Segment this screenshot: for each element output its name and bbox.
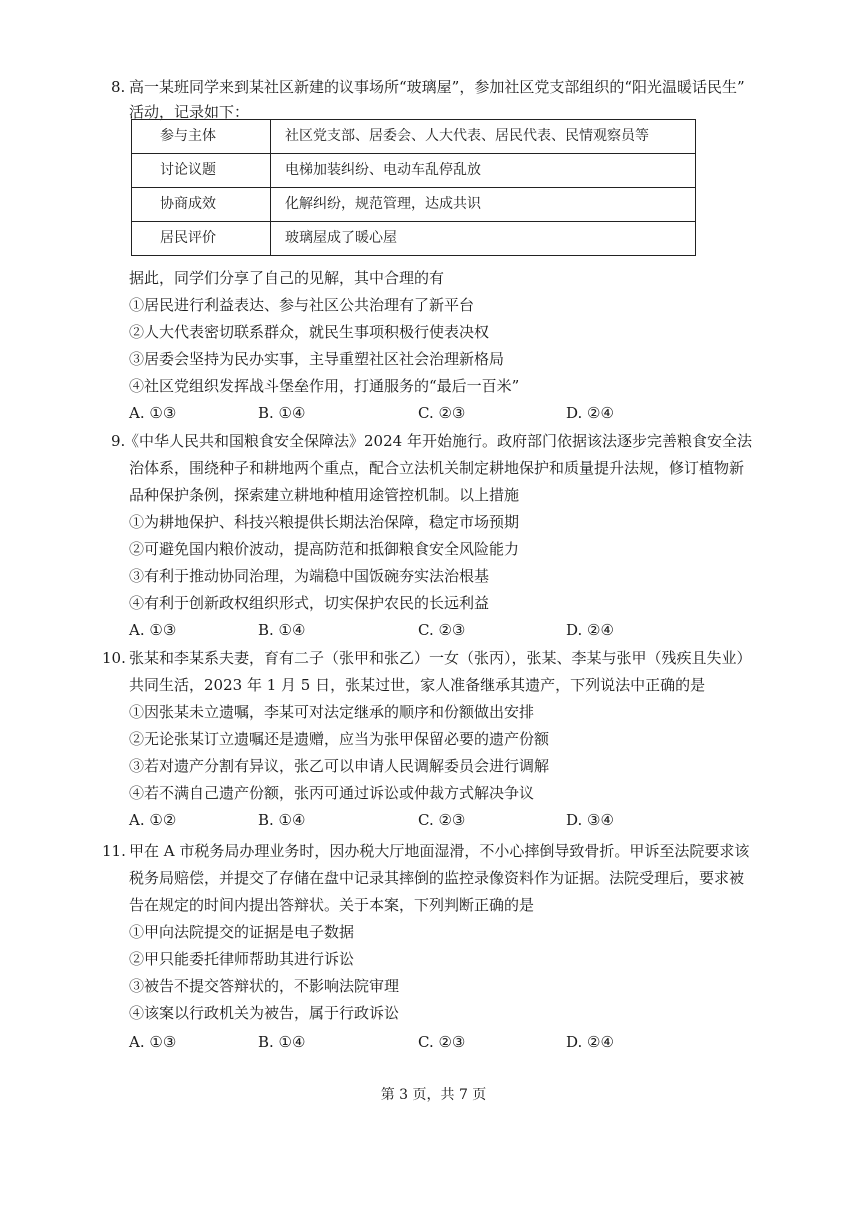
q9-item-4: ④有利于创新政权组织形式，切实保护农民的长远利益 <box>129 594 490 612</box>
q8-number: 8. <box>111 78 126 96</box>
q11-option-a[interactable]: A. ①③ <box>129 1033 177 1051</box>
q10-option-a[interactable]: A. ①② <box>129 811 177 829</box>
q8-item-2: ②人大代表密切联系群众，就民生事项积极行使表决权 <box>129 323 490 341</box>
q8-record-table <box>131 119 696 256</box>
q11-item-1: ①甲向法院提交的证据是电子数据 <box>129 923 355 941</box>
table-row <box>132 120 696 154</box>
q10-item-4: ④若不满自己遗产份额，张丙可通过诉讼或仲裁方式解决争议 <box>129 784 535 802</box>
q8-item-1: ①居民进行利益表达、参与社区公共治理有了新平台 <box>129 296 475 314</box>
q11-option-d[interactable]: D. ②④ <box>566 1033 614 1051</box>
q10-stem-line1: 张某和李某系夫妻，育有二子（张甲和张乙）一女（张丙），张某、李某与张甲（残疾且失业） <box>129 649 752 667</box>
q10-number: 10. <box>102 649 126 667</box>
q10-item-1: ①因张某未立遗嘱，李某可对法定继承的顺序和份额做出安排 <box>129 703 535 721</box>
q9-option-a[interactable]: A. ①③ <box>129 621 177 639</box>
q10-option-b[interactable]: B. ①④ <box>258 811 306 829</box>
q9-item-2: ②可避免国内粮价波动，提高防范和抵御粮食安全风险能力 <box>129 540 520 558</box>
q11-option-c[interactable]: C. ②③ <box>418 1033 466 1051</box>
q10-item-3: ③若对遗产分割有异议，张乙可以申请人民调解委员会进行调解 <box>129 757 550 775</box>
table-row <box>132 154 696 188</box>
q8-option-d[interactable]: D. ②④ <box>566 404 614 422</box>
q8-stem-line2: 活动，记录如下： <box>129 103 250 121</box>
table-key: 参与主体 <box>132 120 271 154</box>
q9-option-b[interactable]: B. ①④ <box>258 621 306 639</box>
q11-stem-line2: 税务局赔偿，并提交了存储在盘中记录其摔倒的监控录像资料作为证据。法院受理后，要求被 <box>129 869 745 887</box>
table-key: 协商成效 <box>132 188 271 222</box>
q10-options <box>0 807 867 834</box>
q9-option-c[interactable]: C. ②③ <box>418 621 466 639</box>
q11-item-2: ②甲只能委托律师帮助其进行诉讼 <box>129 950 355 968</box>
q9-number: 9. <box>111 432 126 450</box>
q11-options <box>0 1029 867 1056</box>
q9-stem-line1: 《中华人民共和国粮食安全保障法》2024 年开始施行。政府部门依据该法逐步完善粮食安全法 <box>124 432 752 450</box>
q9-stem-line2: 治体系，围绕种子和耕地两个重点，配合立法机关制定耕地保护和质量提升法规，修订植物新 <box>129 459 745 477</box>
q11-stem-line3: 告在规定的时间内提出答辩状。关于本案，下列判断正确的是 <box>129 896 535 914</box>
q8-option-c[interactable]: C. ②③ <box>418 404 466 422</box>
q8-option-a[interactable]: A. ①③ <box>129 404 177 422</box>
q10-option-d[interactable]: D. ③④ <box>566 811 614 829</box>
q10-item-2: ②无论张某订立遗嘱还是遗赠，应当为张甲保留必要的遗产份额 <box>129 730 550 748</box>
q8-lead: 据此，同学们分享了自己的见解，其中合理的有 <box>129 269 445 287</box>
q10-stem-line2: 共同生活，2023 年 1 月 5 日，张某过世，家人准备继承其遗产，下列说法中正确的是 <box>129 676 706 694</box>
q11-number: 11. <box>102 842 126 860</box>
q8-option-b[interactable]: B. ①④ <box>258 404 306 422</box>
q10-option-c[interactable]: C. ②③ <box>418 811 466 829</box>
q8-item-3: ③居委会坚持为民办实事，主导重塑社区社会治理新格局 <box>129 350 505 368</box>
q11-option-b[interactable]: B. ①④ <box>258 1033 306 1051</box>
q11-item-4: ④该案以行政机关为被告，属于行政诉讼 <box>129 1004 400 1022</box>
table-value: 化解纠纷，规范管理，达成共识 <box>271 188 696 222</box>
table-value: 玻璃屋成了暖心屋 <box>271 222 696 256</box>
table-key: 讨论议题 <box>132 154 271 188</box>
table-row <box>132 222 696 256</box>
q8-options <box>0 400 867 427</box>
table-key: 居民评价 <box>132 222 271 256</box>
table-row <box>132 188 696 222</box>
q9-option-d[interactable]: D. ②④ <box>566 621 614 639</box>
q11-stem-line1: 甲在 A 市税务局办理业务时，因办税大厅地面湿滑，不小心摔倒导致骨折。甲诉至法院要求该 <box>129 842 750 860</box>
table-value: 社区党支部、居委会、人大代表、居民代表、民情观察员等 <box>271 120 696 154</box>
page-footer: 第 3 页，共 7 页 <box>380 1087 487 1103</box>
q9-item-1: ①为耕地保护、科技兴粮提供长期法治保障，稳定市场预期 <box>129 513 520 531</box>
q8-stem-line1: 高一某班同学来到某社区新建的议事场所“玻璃屋”，参加社区党支部组织的“阳光温暖话民生” <box>129 78 745 96</box>
q11-item-3: ③被告不提交答辩状的，不影响法院审理 <box>129 977 400 995</box>
q9-stem-line3: 品种保护条例，探索建立耕地种植用途管控机制。以上措施 <box>129 486 520 504</box>
q8-item-4: ④社区党组织发挥战斗堡垒作用，打通服务的“最后一百米” <box>129 377 520 395</box>
q9-item-3: ③有利于推动协同治理，为端稳中国饭碗夯实法治根基 <box>129 567 490 585</box>
table-value: 电梯加装纠纷、电动车乱停乱放 <box>271 154 696 188</box>
q9-options <box>0 617 867 644</box>
